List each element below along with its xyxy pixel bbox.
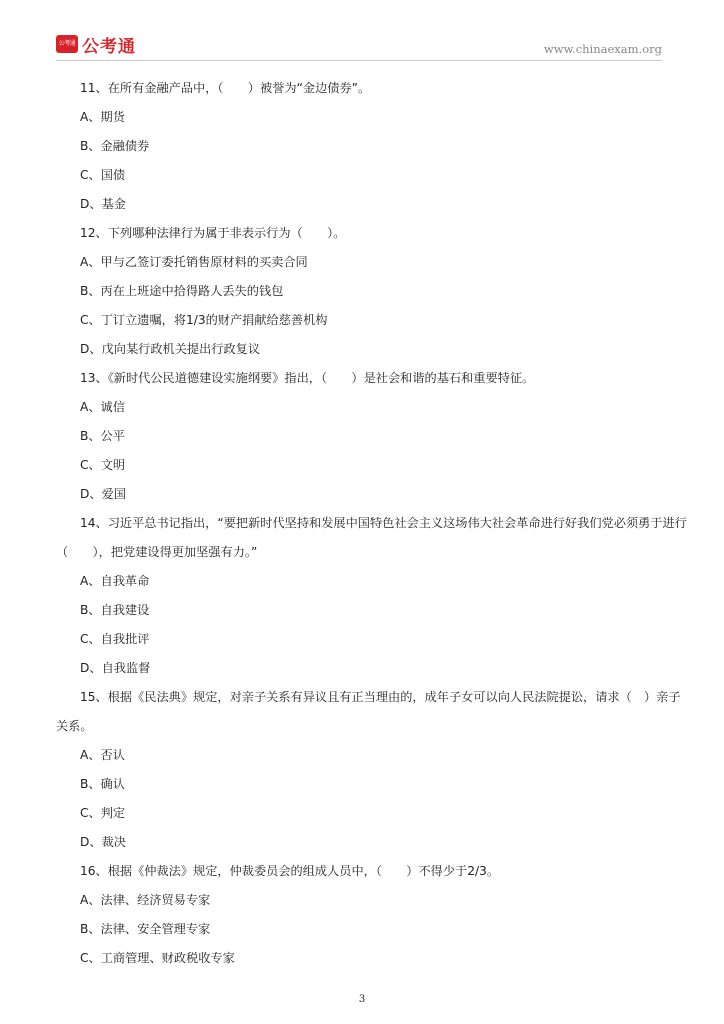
logo-badge-icon: 公考通 (56, 35, 78, 53)
question-16-stem: 16、根据《仲裁法》规定，仲裁委员会的组成人员中，（ ）不得少于2/3。 (80, 864, 500, 878)
page-number: 3 (358, 994, 366, 1005)
question-14-option-d: D、自我监督 (80, 661, 151, 675)
question-12-option-b: B、丙在上班途中拾得路人丢失的钱包 (80, 284, 284, 298)
question-11-stem: 11、在所有金融产品中，（ ）被誉为“金边债券”。 (80, 81, 371, 95)
question-14-option-c: C、自我批评 (80, 632, 150, 646)
question-11-option-d: D、基金 (80, 197, 126, 211)
question-12-option-d: D、戊向某行政机关提出行政复议 (80, 342, 261, 356)
question-13-option-b: B、公平 (80, 429, 125, 443)
question-12-option-c: C、丁订立遗嘱，将1/3的财产捐献给慈善机构 (80, 313, 328, 327)
question-15-option-b: B、确认 (80, 777, 125, 791)
question-13-option-c: C、文明 (80, 458, 126, 472)
question-14-option-b: B、自我建设 (80, 603, 150, 617)
logo-text: 公考通 (82, 36, 136, 57)
question-13-stem: 13、《新时代公民道德建设实施纲要》指出，（ ）是社会和谐的基石和重要特征。 (80, 371, 535, 385)
question-15-option-a: A、否认 (80, 748, 125, 762)
question-11-option-a: A、期货 (80, 110, 125, 124)
question-16-option-c: C、工商管理、财政税收专家 (80, 951, 235, 965)
site-url: www.chinaexam.org (543, 42, 662, 56)
question-15-stem: 15、根据《民法典》规定，对亲子关系有异议且有正当理由的，成年子女可以向人民法院提讼，请求（ ）亲子关系。 (56, 690, 681, 733)
question-14-option-a: A、自我革命 (80, 574, 150, 588)
question-13-option-a: A、诚信 (80, 400, 125, 414)
header-divider (56, 60, 662, 61)
question-15-option-c: C、判定 (80, 806, 126, 820)
logo (56, 34, 136, 57)
question-12-stem: 12、下列哪种法律行为属于非表示行为（ ）。 (80, 226, 346, 240)
question-12-option-a: A、甲与乙签订委托销售原材料的买卖合同 (80, 255, 308, 269)
question-13-option-d: D、爱国 (80, 487, 126, 501)
question-list (56, 74, 688, 973)
question-16-option-b: B、法律、安全管理专家 (80, 922, 211, 936)
question-11-option-b: B、金融债券 (80, 139, 150, 153)
question-16-option-a: A、法律、经济贸易专家 (80, 893, 211, 907)
question-14-stem: 14、习近平总书记指出，“要把新时代坚持和发展中国特色社会主义这场伟大社会革命进行好我们党必须勇于进行（ ），把党建设得更加坚强有力。” (56, 516, 687, 559)
page-header (0, 0, 724, 64)
question-15-option-d: D、裁决 (80, 835, 126, 849)
question-11-option-c: C、国债 (80, 168, 126, 182)
